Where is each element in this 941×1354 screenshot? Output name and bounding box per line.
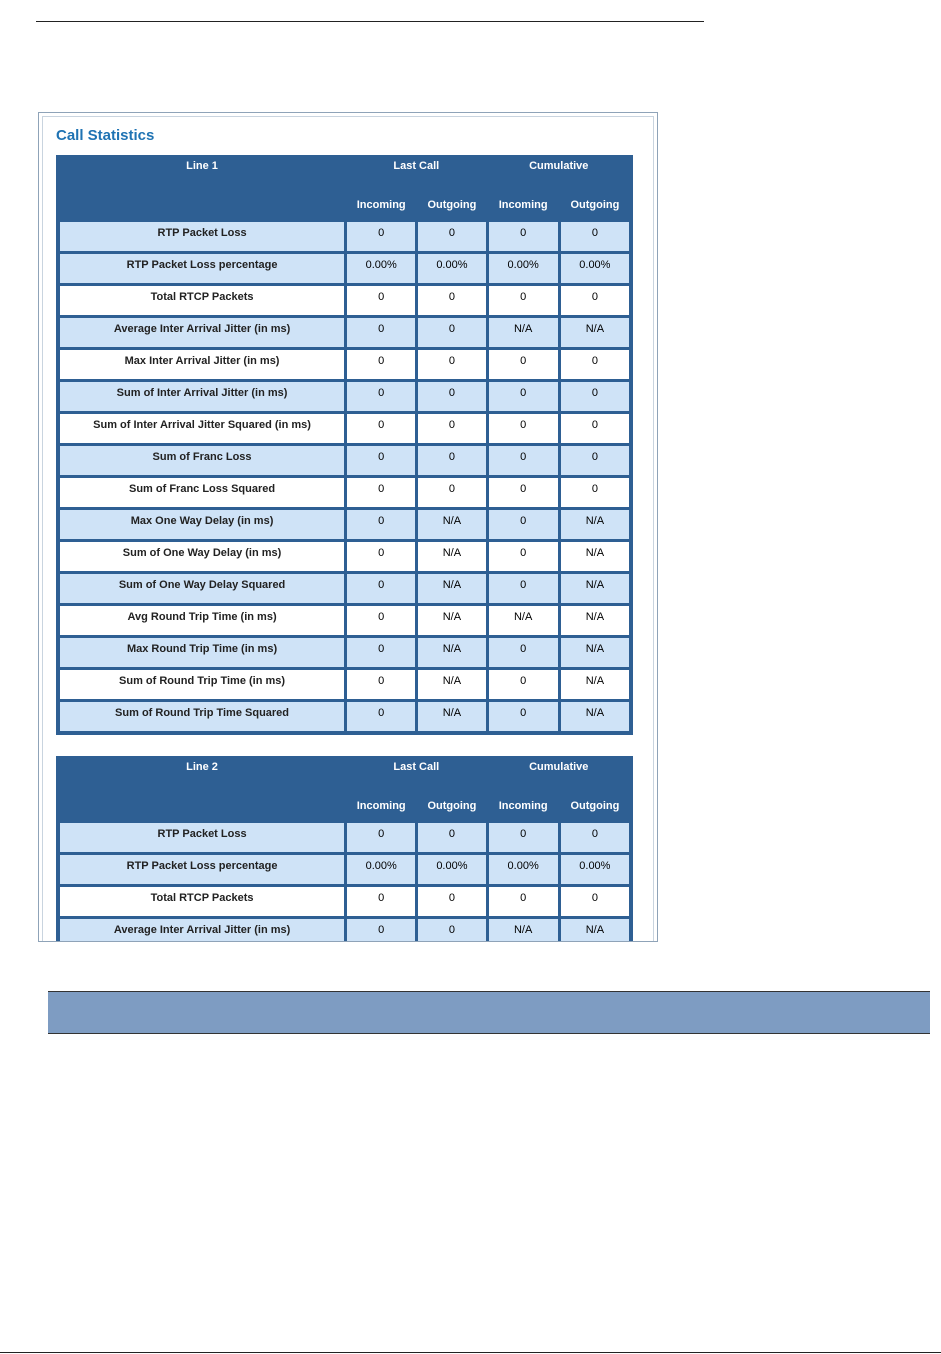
- incoming-header: Incoming: [356, 199, 406, 211]
- last-call-outgoing-value: 0: [418, 446, 485, 475]
- cumulative-outgoing-value: N/A: [561, 638, 629, 667]
- metric-label: RTP Packet Loss percentage: [60, 855, 344, 884]
- cumulative-incoming-value: N/A: [489, 606, 558, 635]
- last-call-incoming-value: 0: [347, 702, 415, 731]
- cumulative-incoming-value: 0: [489, 670, 558, 699]
- table-row: [60, 638, 629, 667]
- last-call-incoming-value: 0: [347, 350, 415, 379]
- cumulative-outgoing-value: 0.00%: [561, 855, 629, 884]
- last-call-outgoing-value: N/A: [418, 702, 485, 731]
- line-1-stats-table: [56, 155, 633, 735]
- cumulative-incoming-value: 0: [489, 446, 558, 475]
- table-row: [60, 318, 629, 347]
- metric-label: Average Inter Arrival Jitter (in ms): [60, 318, 344, 347]
- metric-label: Max One Way Delay (in ms): [60, 510, 344, 539]
- last-call-incoming-value: 0: [347, 638, 415, 667]
- cumulative-outgoing-value: 0: [561, 222, 629, 251]
- cumulative-incoming-value: N/A: [489, 318, 558, 347]
- cumulative-outgoing-value: N/A: [561, 318, 629, 347]
- last-call-outgoing-value: 0: [418, 887, 485, 916]
- last-call-incoming-value: 0: [347, 478, 415, 507]
- cumulative-incoming-value: 0: [489, 414, 558, 443]
- last-call-incoming-value: 0: [347, 222, 415, 251]
- outgoing-header: Outgoing: [427, 199, 477, 211]
- cumulative-outgoing-value: N/A: [561, 542, 629, 571]
- last-call-incoming-value: 0: [347, 414, 415, 443]
- table-row: [60, 222, 629, 251]
- table-row: [60, 286, 629, 315]
- last-call-incoming-value: 0: [347, 286, 415, 315]
- cumulative-outgoing-value: N/A: [561, 574, 629, 603]
- last-call-outgoing-value: 0.00%: [418, 254, 485, 283]
- incoming-header: Incoming: [356, 800, 406, 812]
- incoming-header: Incoming: [498, 199, 548, 211]
- outgoing-header: Outgoing: [427, 800, 477, 812]
- cumulative-header: Cumulative: [529, 160, 589, 172]
- metric-label: Sum of One Way Delay Squared: [60, 574, 344, 603]
- top-rule: [36, 21, 704, 22]
- line-2-rows: [60, 823, 629, 942]
- cumulative-incoming-value: 0: [489, 222, 558, 251]
- metric-label: RTP Packet Loss: [60, 222, 344, 251]
- cumulative-outgoing-value: 0: [561, 286, 629, 315]
- last-call-incoming-value: 0: [347, 887, 415, 916]
- metric-label: Sum of Round Trip Time Squared: [60, 702, 344, 731]
- cumulative-incoming-value: 0: [489, 286, 558, 315]
- last-call-incoming-value: 0: [347, 446, 415, 475]
- last-call-outgoing-value: N/A: [418, 510, 485, 539]
- last-call-header: Last Call: [393, 761, 440, 773]
- last-call-incoming-value: 0: [347, 318, 415, 347]
- last-call-incoming-value: 0: [347, 382, 415, 411]
- metric-label: Max Round Trip Time (in ms): [60, 638, 344, 667]
- section-bar: [48, 991, 930, 1034]
- last-call-outgoing-value: N/A: [418, 670, 485, 699]
- table-row: [60, 574, 629, 603]
- cumulative-header: Cumulative: [529, 761, 589, 773]
- last-call-outgoing-value: 0: [418, 414, 485, 443]
- cumulative-outgoing-value: N/A: [561, 702, 629, 731]
- cumulative-incoming-value: 0: [489, 702, 558, 731]
- table-row: [60, 382, 629, 411]
- cumulative-outgoing-value: 0: [561, 350, 629, 379]
- last-call-outgoing-value: 0: [418, 478, 485, 507]
- table-row: [60, 414, 629, 443]
- last-call-incoming-value: 0.00%: [347, 855, 415, 884]
- last-call-outgoing-value: 0: [418, 222, 485, 251]
- metric-label: Max Inter Arrival Jitter (in ms): [60, 350, 344, 379]
- outgoing-header: Outgoing: [570, 800, 620, 812]
- table-row: [60, 670, 629, 699]
- line-header: Line 2: [186, 761, 218, 773]
- cumulative-incoming-value: 0.00%: [489, 855, 558, 884]
- table-row: [60, 823, 629, 852]
- bottom-rule: [0, 1352, 941, 1353]
- last-call-outgoing-value: N/A: [418, 574, 485, 603]
- last-call-incoming-value: 0.00%: [347, 254, 415, 283]
- metric-label: Sum of Franc Loss: [60, 446, 344, 475]
- last-call-incoming-value: 0: [347, 919, 415, 942]
- line-1-rows: [60, 222, 629, 731]
- table-row: [60, 350, 629, 379]
- last-call-outgoing-value: 0: [418, 382, 485, 411]
- metric-label: RTP Packet Loss: [60, 823, 344, 852]
- cumulative-incoming-value: 0: [489, 478, 558, 507]
- cumulative-incoming-value: 0: [489, 638, 558, 667]
- last-call-outgoing-value: 0: [418, 350, 485, 379]
- cumulative-outgoing-value: N/A: [561, 919, 629, 942]
- metric-label: RTP Packet Loss percentage: [60, 254, 344, 283]
- cumulative-outgoing-value: 0: [561, 446, 629, 475]
- cumulative-incoming-value: 0: [489, 542, 558, 571]
- last-call-outgoing-value: N/A: [418, 542, 485, 571]
- last-call-incoming-value: 0: [347, 606, 415, 635]
- table-row: [60, 478, 629, 507]
- cumulative-outgoing-value: N/A: [561, 510, 629, 539]
- cumulative-outgoing-value: 0.00%: [561, 254, 629, 283]
- table-row: [60, 254, 629, 283]
- last-call-outgoing-value: 0: [418, 286, 485, 315]
- cumulative-incoming-value: 0: [489, 823, 558, 852]
- cumulative-outgoing-value: 0: [561, 887, 629, 916]
- cumulative-outgoing-value: N/A: [561, 670, 629, 699]
- last-call-outgoing-value: 0: [418, 318, 485, 347]
- call-statistics-panel: [38, 112, 658, 942]
- metric-label: Average Inter Arrival Jitter (in ms): [60, 919, 344, 942]
- line-2-stats-table: [56, 756, 633, 942]
- blank-header: [60, 191, 344, 219]
- metric-label: Total RTCP Packets: [60, 887, 344, 916]
- last-call-outgoing-value: N/A: [418, 606, 485, 635]
- metric-label: Sum of Inter Arrival Jitter (in ms): [60, 382, 344, 411]
- cumulative-outgoing-value: N/A: [561, 606, 629, 635]
- cumulative-outgoing-value: 0: [561, 823, 629, 852]
- metric-label: Sum of Franc Loss Squared: [60, 478, 344, 507]
- cumulative-incoming-value: N/A: [489, 919, 558, 942]
- blank-header: [60, 792, 344, 820]
- last-call-incoming-value: 0: [347, 510, 415, 539]
- metric-label: Sum of Round Trip Time (in ms): [60, 670, 344, 699]
- table-row: [60, 606, 629, 635]
- metric-label: Total RTCP Packets: [60, 286, 344, 315]
- outgoing-header: Outgoing: [570, 199, 620, 211]
- metric-label: Sum of One Way Delay (in ms): [60, 542, 344, 571]
- cumulative-outgoing-value: 0: [561, 382, 629, 411]
- table-row: [60, 919, 629, 942]
- table-row: [60, 446, 629, 475]
- table-row: [60, 887, 629, 916]
- last-call-incoming-value: 0: [347, 670, 415, 699]
- cumulative-incoming-value: 0: [489, 887, 558, 916]
- incoming-header: Incoming: [498, 800, 548, 812]
- table-row: [60, 855, 629, 884]
- metric-label: Avg Round Trip Time (in ms): [60, 606, 344, 635]
- metric-label: Sum of Inter Arrival Jitter Squared (in ms): [60, 414, 344, 443]
- line-header: Line 1: [186, 160, 218, 172]
- last-call-outgoing-value: 0: [418, 823, 485, 852]
- cumulative-incoming-value: 0: [489, 350, 558, 379]
- cumulative-incoming-value: 0: [489, 510, 558, 539]
- cumulative-outgoing-value: 0: [561, 414, 629, 443]
- panel-title: Call Statistics: [56, 127, 155, 144]
- last-call-incoming-value: 0: [347, 823, 415, 852]
- last-call-outgoing-value: 0.00%: [418, 855, 485, 884]
- table-row: [60, 542, 629, 571]
- last-call-incoming-value: 0: [347, 542, 415, 571]
- last-call-outgoing-value: N/A: [418, 638, 485, 667]
- last-call-header: Last Call: [393, 160, 440, 172]
- table-row: [60, 702, 629, 731]
- last-call-incoming-value: 0: [347, 574, 415, 603]
- cumulative-incoming-value: 0.00%: [489, 254, 558, 283]
- table-row: [60, 510, 629, 539]
- cumulative-outgoing-value: 0: [561, 478, 629, 507]
- last-call-outgoing-value: 0: [418, 919, 485, 942]
- cumulative-incoming-value: 0: [489, 382, 558, 411]
- cumulative-incoming-value: 0: [489, 574, 558, 603]
